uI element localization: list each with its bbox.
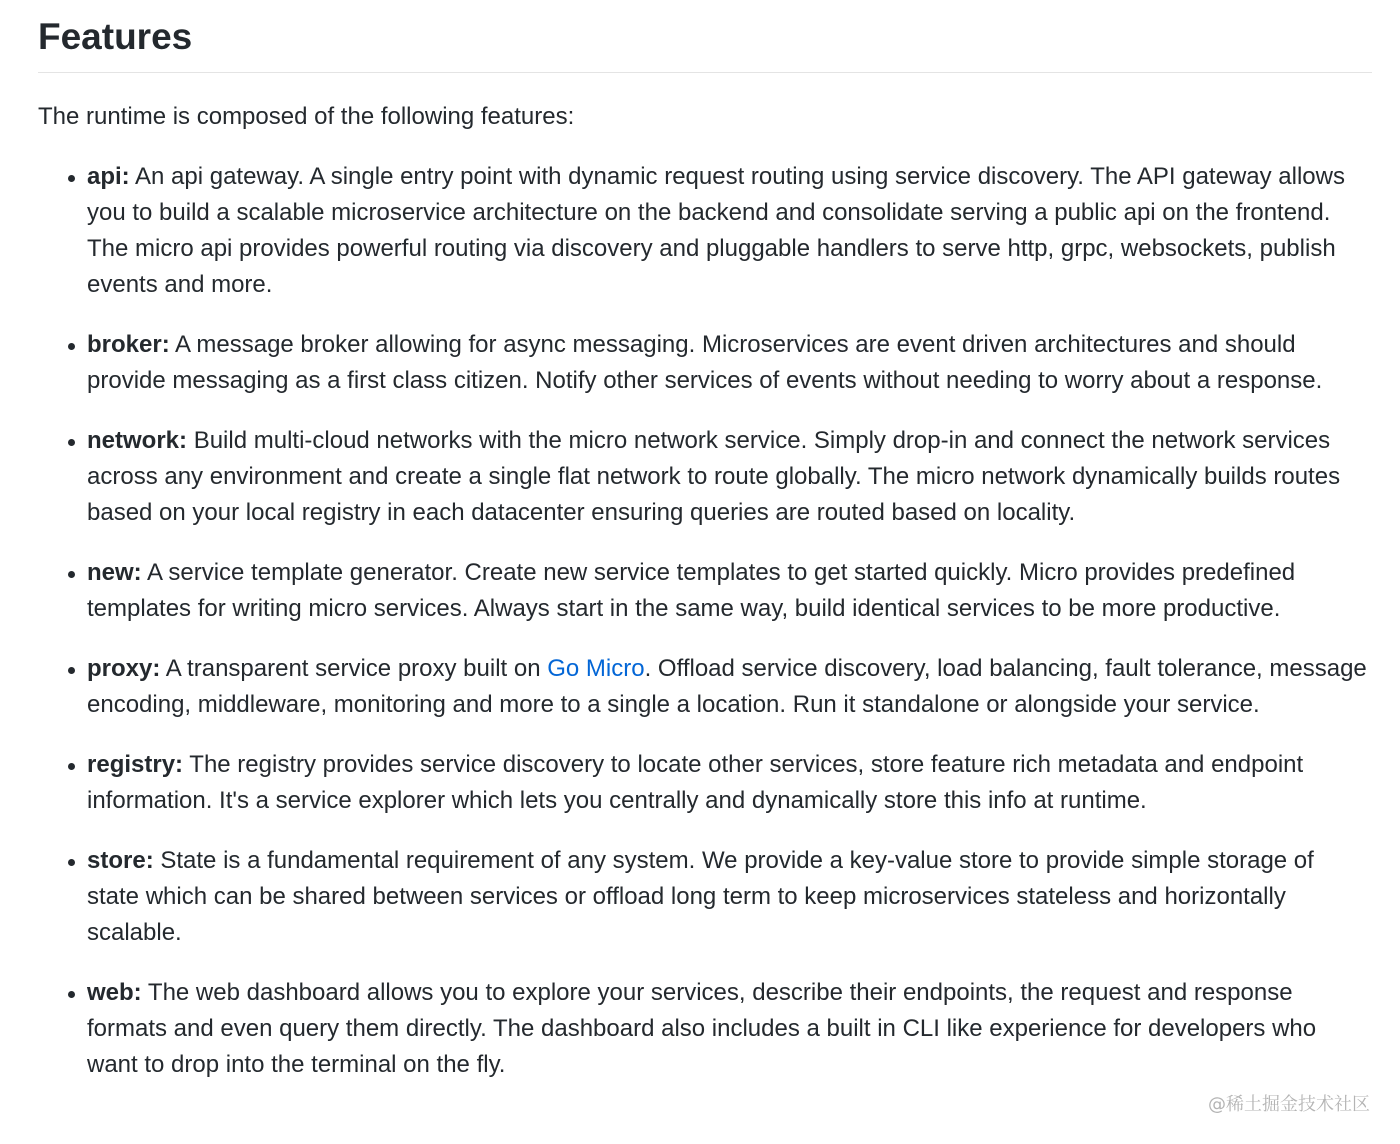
go-micro-link[interactable]: Go Micro: [547, 655, 645, 682]
watermark: @稀土掘金技术社区: [1208, 1094, 1370, 1115]
feature-list: [38, 159, 1372, 1083]
feature-description: The web dashboard allows you to explore your services, describe their endpoints, the request and response formats and even query them directly. The dashboard also includes a built in CLI like experience for developers who want to drop into the terminal on the fly.: [87, 979, 1317, 1078]
feature-name: store:: [87, 847, 154, 874]
feature-description: Build multi-cloud networks with the micro network service. Simply drop-in and connect the network services across any environment and create a single flat network to route globally. The micro network dynamically builds routes based on your local registry in each datacenter ensuring queries are routed based on locality.: [87, 427, 1341, 526]
list-item-new: [87, 555, 1372, 627]
list-item-registry: [87, 747, 1372, 819]
feature-description: A message broker allowing for async messaging. Microservices are event driven architectures and should provide messaging as a first class citizen. Notify other services of events without needing to worry about a response.: [87, 331, 1323, 394]
list-item-broker: [87, 327, 1372, 399]
feature-name: broker:: [87, 331, 170, 358]
readme-section: [38, 0, 1372, 1107]
feature-name: api:: [87, 163, 130, 190]
intro-text: The runtime is composed of the following features:: [38, 103, 575, 130]
feature-description: An api gateway. A single entry point with dynamic request routing using service discovery. The API gateway allows you to build a scalable microservice architecture on the backend and consolidate serving a public api on the frontend. The micro api provides powerful routing via discovery and pluggable handlers to serve http, grpc, websockets, publish events and more.: [87, 163, 1345, 298]
page-title: Features: [38, 0, 1372, 73]
feature-description: The registry provides service discovery to locate other services, store feature rich metadata and endpoint information. It's a service explorer which lets you centrally and dynamically store this info at runtime.: [87, 751, 1304, 814]
list-item-proxy: [87, 651, 1372, 723]
feature-description: State is a fundamental requirement of any system. We provide a key-value store to provide simple storage of state which can be shared between services or offload long term to keep microservices stateless and horizontally scalable.: [87, 847, 1314, 946]
feature-name: network:: [87, 427, 188, 454]
feature-description-before-link: A transparent service proxy built on: [165, 655, 541, 682]
list-item-network: [87, 423, 1372, 531]
list-item-web: [87, 975, 1372, 1083]
feature-name: proxy:: [87, 655, 161, 682]
feature-description-after-link: . Offload service discovery, load balancing, fault tolerance, message encoding, middleware, monitoring and more to a single a location. Run it standalone or alongside your service.: [87, 655, 1367, 718]
feature-name: new:: [87, 559, 142, 586]
list-item-api: [87, 159, 1372, 303]
list-item-store: [87, 843, 1372, 951]
feature-name: web:: [87, 979, 142, 1006]
feature-description: A service template generator. Create new service templates to get started quickly. Micro provides predefined templates for writing micro services. Always start in the same way, build identical services to be more productive.: [87, 559, 1296, 622]
feature-name: registry:: [87, 751, 184, 778]
